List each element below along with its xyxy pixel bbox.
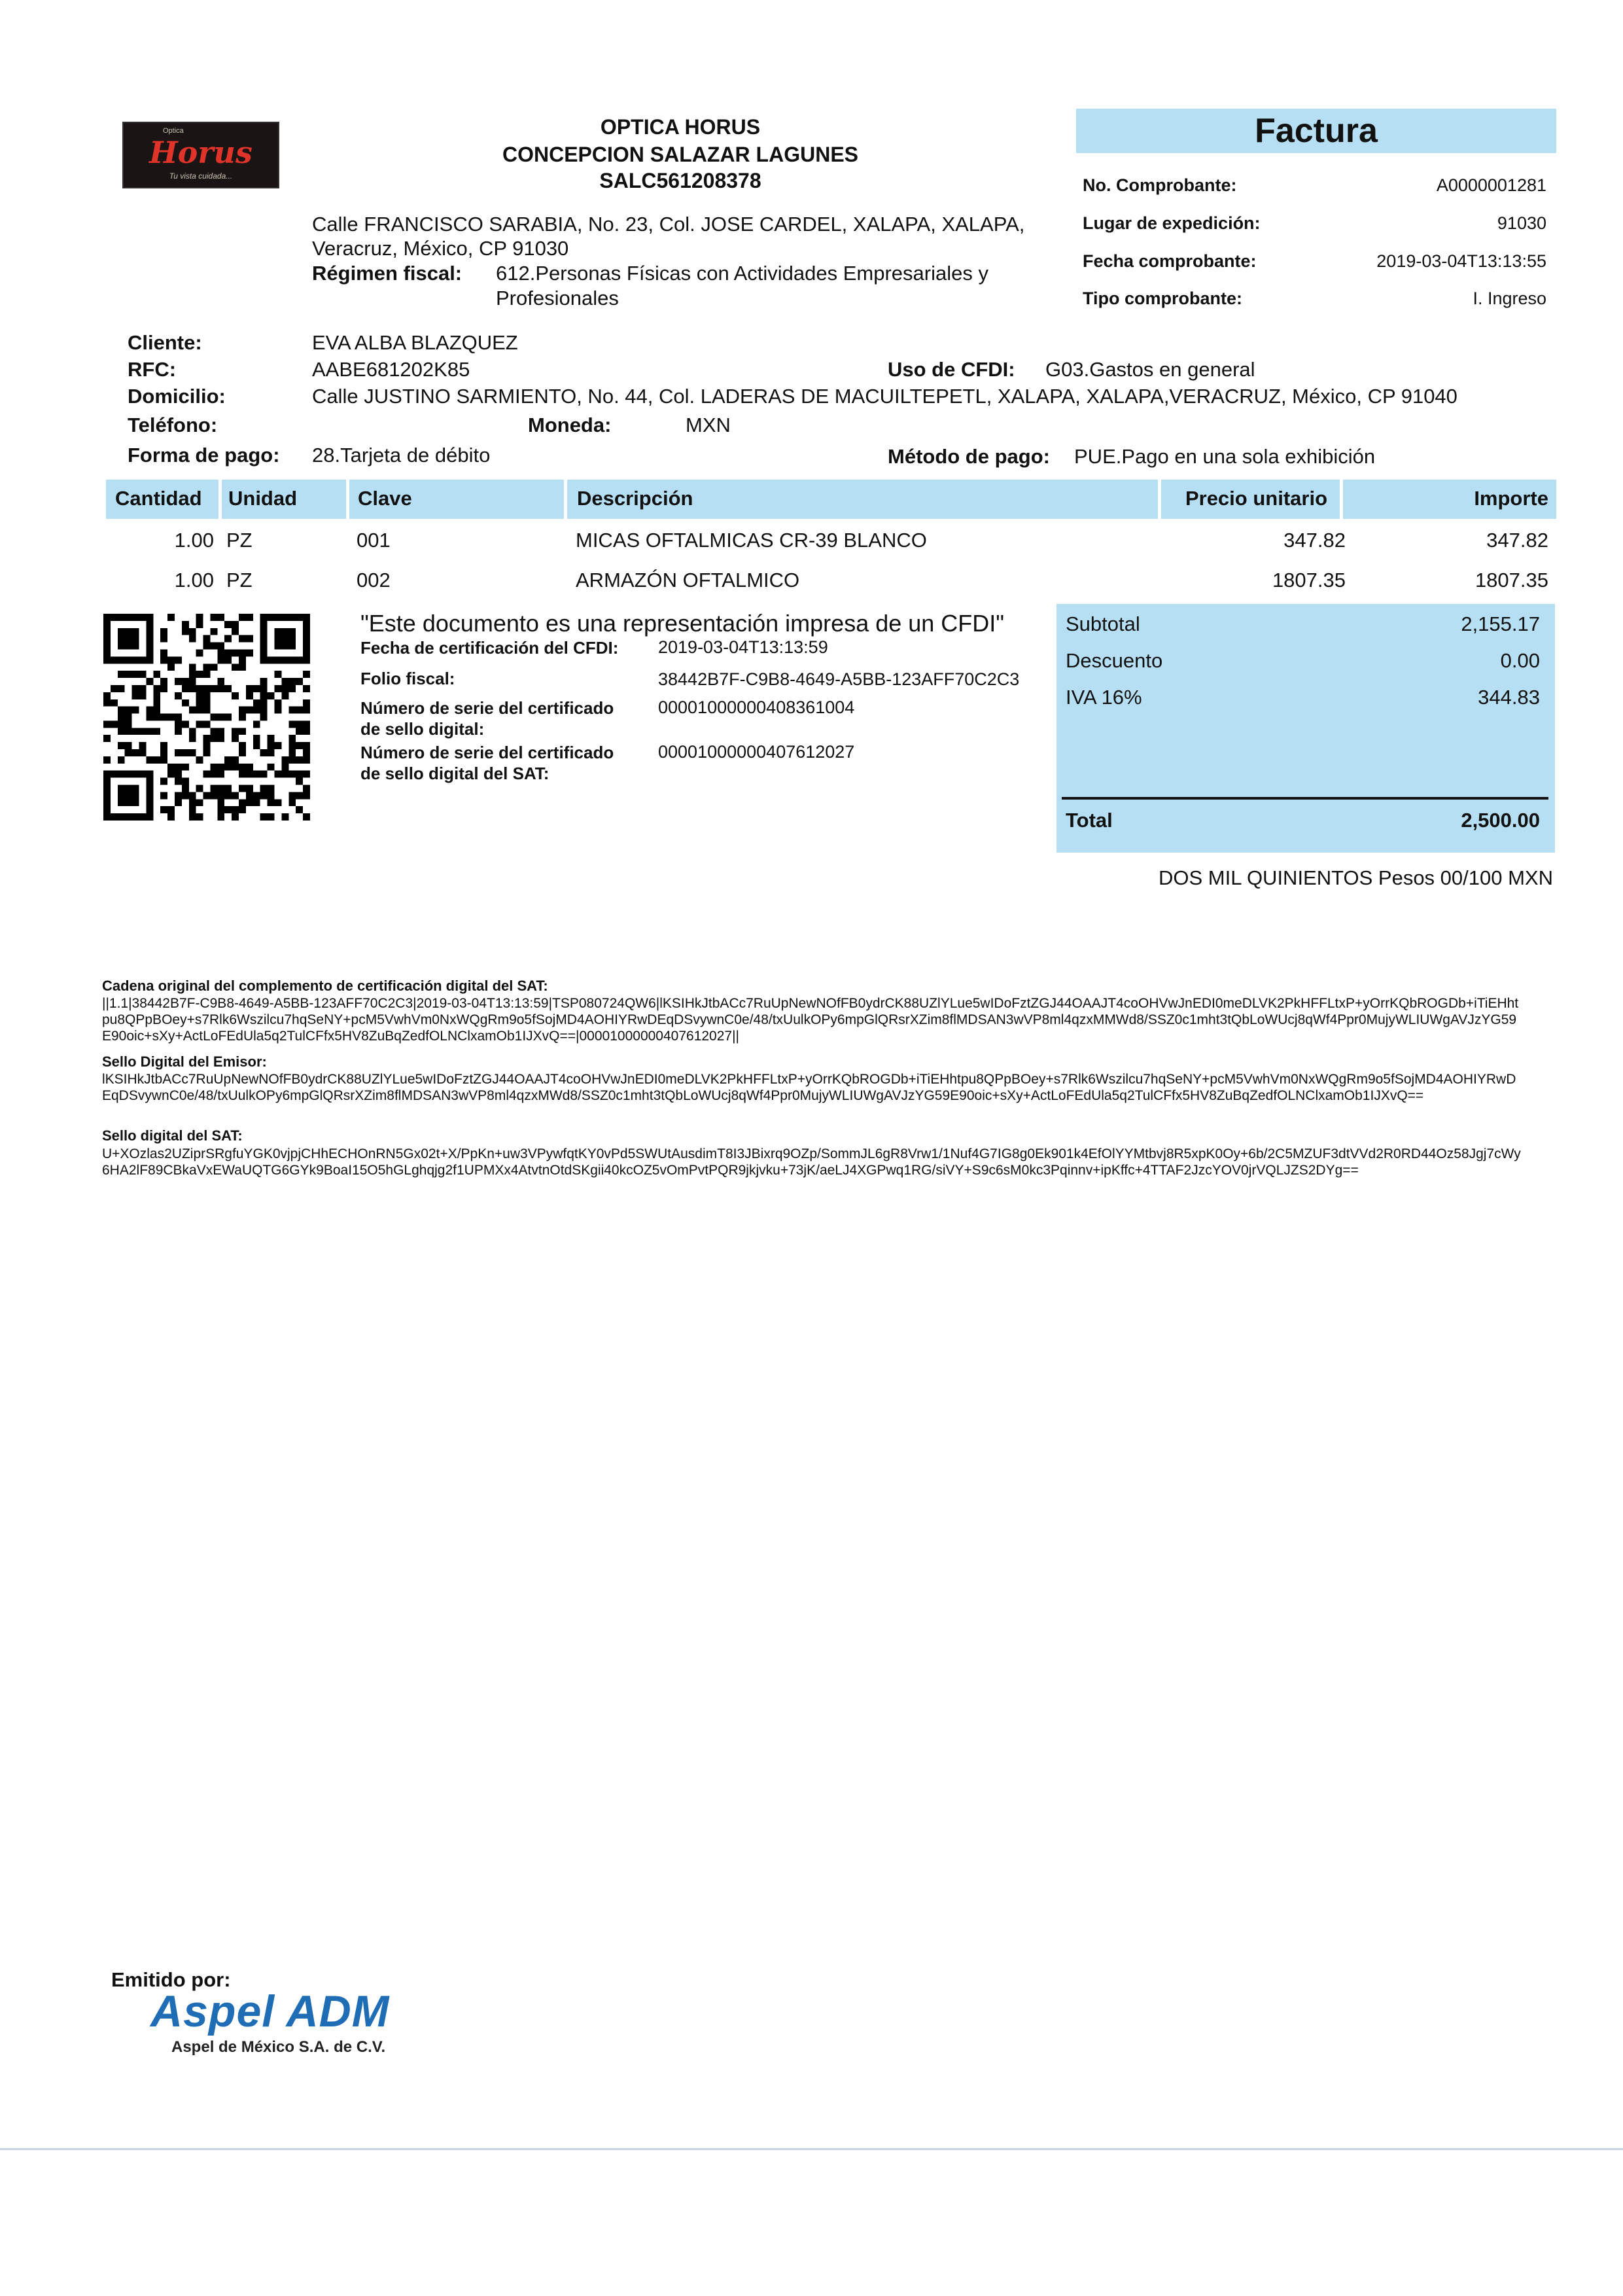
folio-fiscal-label: Folio fiscal: <box>360 669 455 688</box>
issuer-address-line1: Calle FRANCISCO SARABIA, No. 23, Col. JOSE CARDEL, XALAPA, XALAPA, <box>312 213 1025 236</box>
sello-sat-value: U+XOzlas2UZiprSRgfuYGK0vjpjCHhECHOnRN5Gx02t+X/PpKn+uw3VPywfqtKY0vPd5SWUtAusdimT8I3JBixrq9OZp/SommJL6gR8Vrw1/1Nuf4G7IG8g0Ek901k4EfOlYYMtbvj8R5xpK0Oy+6b/2C5MZUF3dtVVd2R0RD44Oz58Jgj7cWy6HA2lF89CBkaVxEWaUQTG6GYk9BoaI15O5hGLghqjg2f1UPMXx4AtvtnOtdSKgii40kcOZ5vOmPvtPQR9jkjvku+73jK/aeLJ4XGPwq1RG/siVY+S9c6sM0kc3Pqinnv+ipKffc+4TTAF2JzcYOV0jrVQLJZS2DYg== <box>102 1146 1521 1178</box>
header-clave: Clave <box>348 480 566 519</box>
serie-certificado-label-2: de sello digital: <box>360 719 485 739</box>
sello-sat-label: Sello digital del SAT: <box>102 1127 243 1144</box>
header-unidad: Unidad <box>220 480 348 519</box>
uso-cfdi-value: G03.Gastos en general <box>1045 358 1255 381</box>
header-precio-unitario: Precio unitario <box>1160 480 1342 519</box>
row1-importe: 347.82 <box>1486 529 1548 552</box>
company-logo <box>122 122 279 188</box>
row2-clave: 002 <box>357 569 391 592</box>
logo-top-text: Optica <box>163 127 184 135</box>
sello-emisor-value: lKSIHkJtbACc7RuUpNewNOfFB0ydrCK88UZlYLue5wIDoFztZGJ44OAAJT4coOHVwJnEDI0meDLVK2PkHFFLtxP+yOrrKQbROGDb+iTiEHhtpu8QPpBOey+s7Rlk6Wszilcu7hqSeNY+pcM5VwhVm0NxWQgRm9o5fSojMD4AOHIYRwDEqDSvywnC0e/48/txUulkOPy6mpGlQRsrXZim8flMDSAN3wVP8ml4qzxMWd8/SSZ0c1mht3tQbLoWUcj8qWf4Ppr0MujyWLIUWgAVJzYG59E90oic+sXy+ActLoFEdUla5q2TulCFfx5HV8ZuBqZedfOLNClxamOb1IJXvQ== <box>102 1072 1516 1103</box>
sello-emisor-label: Sello Digital del Emisor: <box>102 1053 267 1070</box>
iva-label: IVA 16% <box>1066 686 1142 709</box>
subtotal-value: 2,155.17 <box>1461 612 1540 635</box>
client-label: Cliente: <box>128 331 202 354</box>
serie-certificado-label-1: Número de serie del certificado <box>360 698 614 718</box>
serie-certificado-value: 00001000000408361004 <box>658 698 855 717</box>
invoice-type-label: Tipo comprobante: <box>1083 289 1243 308</box>
aspel-company-name: Aspel de México S.A. de C.V. <box>171 2038 386 2056</box>
issuer-rfc: SALC561208378 <box>599 169 761 192</box>
regimen-label: Régimen fiscal: <box>312 262 462 285</box>
subtotal-label: Subtotal <box>1066 612 1140 635</box>
iva-value: 344.83 <box>1478 686 1540 709</box>
logo-sub-text: Tu vista cuidada... <box>169 171 233 181</box>
row2-precio: 1807.35 <box>1272 569 1346 592</box>
cadena-original-value: ||1.1|38442B7F-C9B8-4649-A5BB-123AFF70C2C3|2019-03-04T13:13:59|TSP080724QW6|lKSIHkJtbACc7RuUpNewNOfFB0ydrCK88UZlYLue5wIDoFztZGJ44OAAJT4coOHVwJnEDI0meDLVK2PkHFFLtxP+yOrrKQbROGDb+iTiEHhtpu8QPpBOey+s7Rlk6Wszilcu7hqSeNY+pcM5VwhVm0NxWQgRm9o5fSojMD4AOHIYRwDEqDSvywnC0e/48/txUulkOPy6mpGlQRsrXZim8flMDSAN3wVP8ml4qzxMMWd8/SSZ0c1mht3tQbLoWUcj8qWf4Ppr0MujyWLIUWgAVJzYG59E90oic+sXy+ActLoFEdUla5q2TulCFfx5HV8ZuBqZedfOLNClxamOb1IJXvQ==|00001000000407612027|| <box>102 996 1519 1044</box>
client-value: EVA ALBA BLAZQUEZ <box>312 331 518 354</box>
row1-cantidad: 1.00 <box>174 529 214 552</box>
domicilio-label: Domicilio: <box>128 385 226 408</box>
invoice-number-value: A0000001281 <box>1436 175 1546 195</box>
row2-importe: 1807.35 <box>1475 569 1548 592</box>
row1-precio: 347.82 <box>1283 529 1346 552</box>
logo-word: Horus <box>149 135 253 170</box>
metodo-pago-value: PUE.Pago en una sola exhibición <box>1074 445 1376 468</box>
descuento-value: 0.00 <box>1500 649 1540 672</box>
domicilio-value: Calle JUSTINO SARMIENTO, No. 44, Col. LADERAS DE MACUILTEPETL, XALAPA, XALAPA,VERACRUZ, México, CP 91040 <box>312 385 1457 408</box>
row2-cantidad: 1.00 <box>174 569 214 592</box>
total-value: 2,500.00 <box>1461 809 1540 832</box>
serie-sat-value: 00001000000407612027 <box>658 742 855 762</box>
total-divider <box>1062 797 1548 800</box>
moneda-value: MXN <box>686 414 731 436</box>
row1-unidad: PZ <box>226 529 253 552</box>
invoice-date-value: 2019-03-04T13:13:55 <box>1376 251 1546 271</box>
client-rfc-label: RFC: <box>128 358 177 381</box>
metodo-pago-label: Método de pago: <box>888 445 1050 468</box>
header-descripcion: Descripción <box>566 480 1160 519</box>
invoice-date-label: Fecha comprobante: <box>1083 251 1257 271</box>
telefono-label: Teléfono: <box>128 414 218 436</box>
serie-sat-label-1: Número de serie del certificado <box>360 743 614 762</box>
forma-pago-label: Forma de pago: <box>128 444 280 467</box>
descuento-label: Descuento <box>1066 649 1163 672</box>
items-table-header <box>106 480 1556 519</box>
issuer-name: OPTICA HORUS <box>600 115 761 139</box>
expedition-place-label: Lugar de expedición: <box>1083 213 1261 233</box>
row2-unidad: PZ <box>226 569 253 592</box>
serie-sat-label-2: de sello digital del SAT: <box>360 764 550 783</box>
regimen-value-line1: 612.Personas Físicas con Actividades Empresariales y <box>496 262 988 285</box>
header-cantidad: Cantidad <box>106 480 220 519</box>
row1-clave: 001 <box>357 529 391 552</box>
aspel-logo: Aspel ADM <box>150 1987 390 2036</box>
emitido-label: Emitido por: <box>111 1968 231 1991</box>
uso-cfdi-label: Uso de CFDI: <box>888 358 1015 381</box>
invoice-title: Factura <box>1076 109 1556 153</box>
expedition-place-value: 91030 <box>1497 213 1546 233</box>
row1-descripcion: MICAS OFTALMICAS CR-39 BLANCO <box>576 529 927 552</box>
header-importe: Importe <box>1342 480 1556 519</box>
regimen-value-line2: Profesionales <box>496 287 619 309</box>
total-label: Total <box>1066 809 1113 832</box>
amount-in-words: DOS MIL QUINIENTOS Pesos 00/100 MXN <box>1159 866 1553 889</box>
issuer-address-line2: Veracruz, México, CP 91030 <box>312 237 569 260</box>
page-bottom-rule <box>0 2148 1623 2150</box>
invoice-number-label: No. Comprobante: <box>1083 175 1237 195</box>
client-rfc-value: AABE681202K85 <box>312 358 470 381</box>
issuer-owner: CONCEPCION SALAZAR LAGUNES <box>502 143 858 166</box>
qr-code <box>103 614 310 821</box>
cadena-original-label: Cadena original del complemento de certificación digital del SAT: <box>102 978 548 994</box>
fecha-certificacion-value: 2019-03-04T13:13:59 <box>658 637 828 657</box>
fecha-certificacion-label: Fecha de certificación del CFDI: <box>360 638 619 658</box>
forma-pago-value: 28.Tarjeta de débito <box>312 444 491 467</box>
cfdi-note: "Este documento es una representación impresa de un CFDI" <box>360 610 1005 637</box>
row2-descripcion: ARMAZÓN OFTALMICO <box>576 569 800 592</box>
invoice-type-value: I. Ingreso <box>1473 289 1546 308</box>
folio-fiscal-value: 38442B7F-C9B8-4649-A5BB-123AFF70C2C3 <box>658 669 1020 689</box>
moneda-label: Moneda: <box>528 414 612 436</box>
